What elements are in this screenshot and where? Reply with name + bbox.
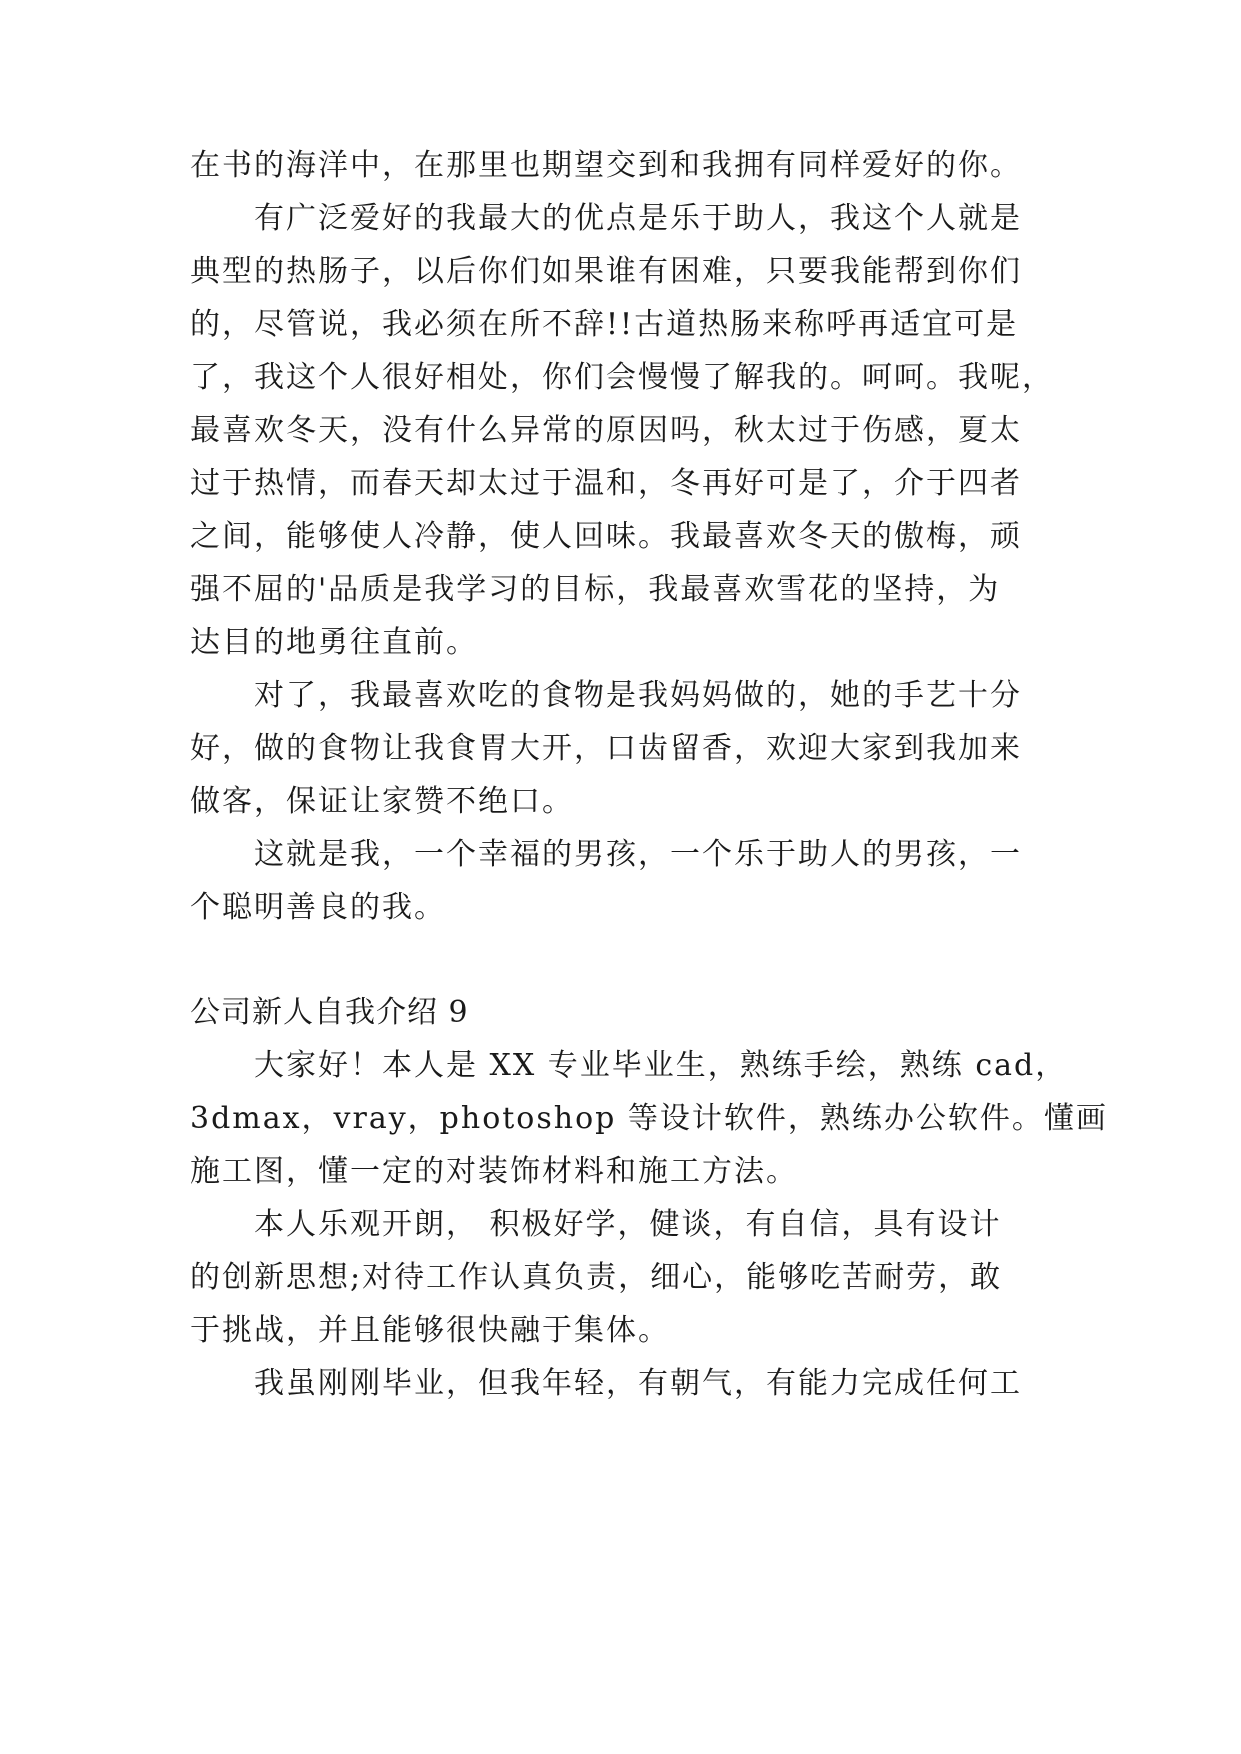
paragraph-line: 施工图，懂一定的对装饰材料和施工方法。 bbox=[190, 1154, 798, 1189]
paragraph-line: 达目的地勇往直前。 bbox=[190, 625, 478, 660]
paragraph-line: 了，我这个人很好相处，你们会慢慢了解我的。呵呵。我呢， bbox=[190, 360, 1054, 395]
paragraph-line: 这就是我，一个幸福的男孩，一个乐于助人的男孩，一 bbox=[254, 837, 1022, 872]
paragraph-line: 之间，能够使人冷静，使人回味。我最喜欢冬天的傲梅，顽 bbox=[190, 519, 1022, 554]
paragraph-line: 有广泛爱好的我最大的优点是乐于助人，我这个人就是 bbox=[254, 201, 1022, 236]
paragraph-line: 过于热情，而春天却太过于温和，冬再好可是了，介于四者 bbox=[190, 466, 1022, 501]
section-heading: 公司新人自我介绍 9 bbox=[190, 995, 469, 1030]
paragraph-line: 3dmax，vray，photoshop 等设计软件，熟练办公软件。懂画 bbox=[190, 1101, 1108, 1136]
paragraph-line: 好，做的食物让我食胃大开，口齿留香，欢迎大家到我加来 bbox=[190, 731, 1022, 766]
paragraph-line: 大家好！本人是 XX 专业毕业生，熟练手绘，熟练 cad， bbox=[254, 1048, 1068, 1083]
paragraph-line: 做客，保证让家赞不绝口。 bbox=[190, 784, 574, 819]
paragraph-line: 的创新思想;对待工作认真负责，细心，能够吃苦耐劳，敢 bbox=[190, 1260, 1003, 1295]
paragraph-line: 的，尽管说，我必须在所不辞!!古道热肠来称呼再适宜可是 bbox=[190, 307, 1019, 342]
paragraph-line: 在书的海洋中，在那里也期望交到和我拥有同样爱好的你。 bbox=[190, 148, 1022, 183]
paragraph-line: 最喜欢冬天，没有什么异常的原因吗，秋太过于伤感，夏太 bbox=[190, 413, 1022, 448]
paragraph-line: 本人乐观开朗， 积极好学，健谈，有自信，具有设计 bbox=[254, 1207, 1002, 1242]
paragraph-line: 于挑战，并且能够很快融于集体。 bbox=[190, 1313, 670, 1348]
paragraph-line: 个聪明善良的我。 bbox=[190, 890, 446, 925]
paragraph-line: 强不屈的'品质是我学习的目标，我最喜欢雪花的坚持，为 bbox=[190, 572, 1001, 607]
paragraph-line: 对了，我最喜欢吃的食物是我妈妈做的，她的手艺十分 bbox=[254, 678, 1022, 713]
paragraph-line: 我虽刚刚毕业，但我年轻，有朝气，有能力完成任何工 bbox=[254, 1366, 1022, 1401]
paragraph-line: 典型的热肠子，以后你们如果谁有困难，只要我能帮到你们 bbox=[190, 254, 1022, 289]
